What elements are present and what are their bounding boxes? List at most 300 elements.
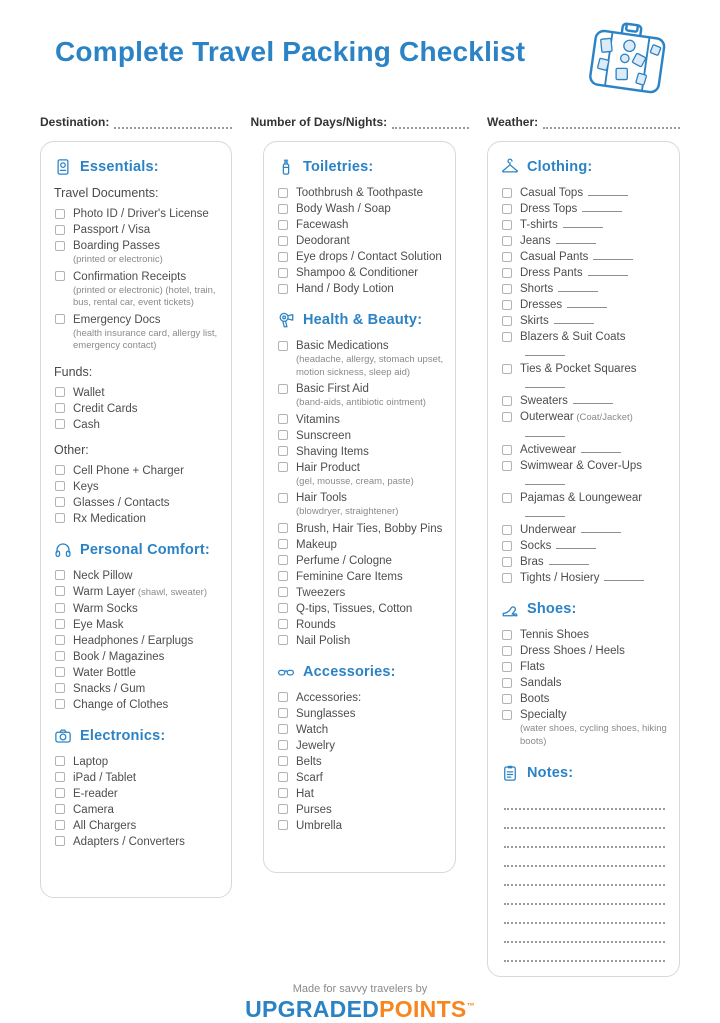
checkbox[interactable] bbox=[278, 188, 288, 198]
checklist-item bbox=[501, 458, 668, 490]
checklist-item bbox=[54, 269, 220, 312]
checkbox[interactable] bbox=[502, 573, 512, 583]
item-label: Socks bbox=[520, 540, 552, 552]
checklist-item bbox=[54, 495, 220, 511]
checkbox[interactable] bbox=[502, 332, 512, 342]
clipboard-icon bbox=[501, 764, 519, 782]
item-note: (headache, allergy, stomach upset, motion sickness, sleep aid) bbox=[296, 354, 444, 378]
checklist-item bbox=[501, 329, 668, 361]
checkbox[interactable] bbox=[55, 225, 65, 235]
checklist-item bbox=[277, 281, 444, 297]
days-nights-field bbox=[251, 114, 469, 129]
checklist-item bbox=[501, 442, 668, 458]
section-header bbox=[277, 311, 444, 329]
item-label: Photo ID / Driver's License bbox=[73, 208, 209, 220]
quantity-blank[interactable] bbox=[556, 538, 596, 549]
checklist-item bbox=[54, 681, 220, 697]
item-note: (band-aids, antibiotic ointment) bbox=[296, 397, 426, 408]
checklist-item bbox=[54, 697, 220, 713]
item-label: Watch bbox=[296, 723, 329, 736]
checklist-item bbox=[277, 412, 444, 428]
item-label: Feminine Care Items bbox=[296, 570, 403, 583]
notes-line[interactable] bbox=[504, 829, 665, 848]
checkbox[interactable] bbox=[278, 555, 288, 565]
checkbox[interactable] bbox=[502, 662, 512, 672]
checkbox[interactable] bbox=[278, 708, 288, 718]
column-3 bbox=[487, 141, 680, 977]
checkbox[interactable] bbox=[55, 756, 65, 766]
section-header bbox=[501, 600, 668, 618]
checklist-item bbox=[54, 312, 220, 355]
notes-line[interactable] bbox=[504, 943, 665, 962]
checklist-item bbox=[277, 754, 444, 770]
passport-icon bbox=[54, 158, 72, 176]
checklist-item bbox=[54, 568, 220, 584]
item-label: Sandals bbox=[520, 677, 562, 689]
hanger-icon bbox=[501, 158, 519, 176]
quantity-blank[interactable] bbox=[581, 442, 621, 453]
days-nights-input-line[interactable] bbox=[392, 114, 468, 129]
item-label: Shampoo & Conditioner bbox=[296, 267, 419, 279]
checkbox[interactable] bbox=[502, 412, 512, 422]
checklist-item bbox=[277, 569, 444, 585]
destination-input-line[interactable] bbox=[114, 114, 232, 129]
item-label: Eye drops / Contact Solution bbox=[296, 251, 442, 263]
checklist-item bbox=[54, 649, 220, 665]
quantity-blank[interactable] bbox=[525, 474, 565, 485]
checklist-item bbox=[54, 479, 220, 495]
checkbox[interactable] bbox=[502, 188, 512, 198]
notes-line[interactable] bbox=[504, 886, 665, 905]
checkbox[interactable] bbox=[55, 804, 65, 814]
checkbox[interactable] bbox=[55, 603, 65, 613]
item-label: Eye Mask bbox=[73, 618, 124, 631]
checklist-item bbox=[277, 633, 444, 649]
item-label: Deodorant bbox=[296, 235, 350, 247]
item-label: Hair Tools bbox=[296, 492, 347, 504]
checkbox[interactable] bbox=[502, 204, 512, 214]
item-label: Ties & Pocket Squares bbox=[520, 363, 637, 375]
notes-line[interactable] bbox=[504, 867, 665, 886]
checkbox[interactable] bbox=[278, 462, 288, 472]
checkbox[interactable] bbox=[502, 710, 512, 720]
notes-line[interactable] bbox=[504, 924, 665, 943]
checkbox[interactable] bbox=[55, 570, 65, 580]
checkbox[interactable] bbox=[278, 772, 288, 782]
item-label: Dress Pants bbox=[520, 267, 583, 279]
checkbox[interactable] bbox=[55, 497, 65, 507]
item-label: E-reader bbox=[73, 787, 118, 800]
checkbox[interactable] bbox=[278, 446, 288, 456]
item-label: Shaving Items bbox=[296, 445, 369, 458]
item-label: Cash bbox=[73, 418, 100, 431]
checkbox[interactable] bbox=[502, 300, 512, 310]
item-label: Laptop bbox=[73, 755, 109, 768]
quantity-blank[interactable] bbox=[581, 522, 621, 533]
checklist-item bbox=[501, 409, 668, 442]
item-note: (health insurance card, allergy list, emergency contact) bbox=[73, 327, 218, 351]
item-label: Hat bbox=[296, 787, 314, 800]
quantity-blank[interactable] bbox=[556, 233, 596, 244]
item-label: Vitamins bbox=[296, 413, 340, 426]
checkbox[interactable] bbox=[278, 220, 288, 230]
quantity-blank[interactable] bbox=[558, 281, 598, 292]
checklist-item bbox=[501, 233, 668, 249]
checkbox[interactable] bbox=[55, 820, 65, 830]
item-label: Snacks / Gum bbox=[73, 682, 146, 695]
checklist-item bbox=[501, 393, 668, 409]
checklist-item bbox=[277, 802, 444, 818]
checkbox[interactable] bbox=[55, 667, 65, 677]
item-label: Confirmation Receipts bbox=[73, 270, 187, 283]
item-note: (Coat/Jacket) bbox=[573, 412, 633, 423]
section-header bbox=[54, 541, 220, 559]
checklist-item bbox=[501, 249, 668, 265]
quantity-blank[interactable] bbox=[525, 345, 565, 356]
checkbox[interactable] bbox=[278, 384, 288, 394]
destination-field bbox=[40, 114, 232, 129]
checkbox[interactable] bbox=[278, 571, 288, 581]
brand-upgraded: UPGRADED bbox=[245, 996, 380, 1022]
checklist-item bbox=[277, 738, 444, 754]
checklist-item bbox=[54, 802, 220, 818]
checklist-item bbox=[501, 707, 668, 750]
checklist-item bbox=[501, 522, 668, 538]
group-title: Travel Documents: bbox=[54, 186, 159, 200]
checkbox[interactable] bbox=[55, 836, 65, 846]
days-nights-label: Number of Days/Nights: bbox=[250, 115, 388, 129]
checkbox[interactable] bbox=[502, 364, 512, 374]
section-title: Electronics: bbox=[80, 727, 166, 744]
checkbox[interactable] bbox=[278, 619, 288, 629]
checkbox[interactable] bbox=[502, 445, 512, 455]
suitcase-icon bbox=[578, 14, 678, 98]
checkbox[interactable] bbox=[55, 699, 65, 709]
checklist-item bbox=[501, 691, 668, 707]
item-label: Pajamas & Loungewear bbox=[520, 492, 643, 504]
item-label: Q-tips, Tissues, Cotton bbox=[296, 602, 413, 615]
bottle-icon bbox=[277, 158, 295, 176]
footer-tagline: Made for savvy travelers by bbox=[292, 983, 428, 995]
checkbox[interactable] bbox=[502, 252, 512, 262]
checklist-item bbox=[277, 786, 444, 802]
checklist-item bbox=[277, 818, 444, 834]
headphones-icon bbox=[54, 541, 72, 559]
quantity-blank[interactable] bbox=[554, 313, 594, 324]
section-toiletries bbox=[277, 158, 444, 297]
checkbox[interactable] bbox=[55, 481, 65, 491]
checkbox[interactable] bbox=[55, 465, 65, 475]
checkbox[interactable] bbox=[55, 619, 65, 629]
checkbox[interactable] bbox=[502, 694, 512, 704]
checkbox[interactable] bbox=[278, 539, 288, 549]
checklist-item bbox=[277, 428, 444, 444]
quantity-blank[interactable] bbox=[525, 377, 565, 388]
checkbox[interactable] bbox=[502, 630, 512, 640]
checkbox[interactable] bbox=[278, 820, 288, 830]
checklist-item bbox=[277, 233, 444, 249]
checklist-item bbox=[277, 690, 444, 706]
item-label: Warm Layer bbox=[73, 585, 136, 598]
item-label: Book / Magazines bbox=[73, 650, 165, 663]
checklist-item bbox=[277, 338, 444, 381]
item-label: Flats bbox=[520, 661, 545, 673]
checklist-item bbox=[277, 444, 444, 460]
item-label: Keys bbox=[73, 480, 99, 493]
checklist-item bbox=[501, 313, 668, 329]
checkbox[interactable] bbox=[55, 209, 65, 219]
item-label: Hair Product bbox=[296, 461, 360, 474]
quantity-blank[interactable] bbox=[567, 297, 607, 308]
checklist-item bbox=[277, 617, 444, 633]
brand-logo bbox=[0, 996, 720, 1023]
quantity-blank[interactable] bbox=[582, 201, 622, 212]
checklist-item bbox=[277, 706, 444, 722]
section-electronics bbox=[54, 727, 220, 850]
weather-label: Weather: bbox=[487, 115, 539, 129]
section-notes bbox=[501, 764, 668, 962]
quantity-blank[interactable] bbox=[525, 506, 565, 517]
checklist-item bbox=[54, 601, 220, 617]
checkbox[interactable] bbox=[55, 241, 65, 251]
checkbox[interactable] bbox=[278, 414, 288, 424]
checkbox[interactable] bbox=[55, 403, 65, 413]
checkbox[interactable] bbox=[278, 804, 288, 814]
checklist-item bbox=[501, 554, 668, 570]
checkbox[interactable] bbox=[502, 220, 512, 230]
checklist-item bbox=[54, 617, 220, 633]
item-label: All Chargers bbox=[73, 819, 137, 832]
item-note: (printed or electronic) (hotel, train, bus, rental car, event tickets) bbox=[73, 284, 216, 308]
checklist-columns bbox=[0, 141, 720, 977]
item-label: Scarf bbox=[296, 771, 323, 784]
quantity-blank[interactable] bbox=[573, 393, 613, 404]
checklist-item bbox=[501, 265, 668, 281]
item-label: Basic Medications bbox=[296, 340, 389, 352]
checklist-item bbox=[277, 553, 444, 569]
quantity-blank[interactable] bbox=[525, 426, 565, 437]
checklist-item bbox=[501, 490, 668, 522]
checkbox[interactable] bbox=[55, 651, 65, 661]
checkbox[interactable] bbox=[278, 740, 288, 750]
checklist-item bbox=[277, 249, 444, 265]
item-label: T-shirts bbox=[520, 219, 558, 231]
section-health-beauty bbox=[277, 311, 444, 649]
checklist-item bbox=[277, 722, 444, 738]
checkbox[interactable] bbox=[278, 692, 288, 702]
item-label: Perfume / Cologne bbox=[296, 554, 392, 567]
item-label: Hand / Body Lotion bbox=[296, 283, 394, 295]
quantity-blank[interactable] bbox=[593, 249, 633, 260]
checklist-item bbox=[54, 754, 220, 770]
item-label: Boots bbox=[520, 693, 550, 705]
item-label: Blazers & Suit Coats bbox=[520, 331, 626, 343]
item-label: Credit Cards bbox=[73, 402, 138, 415]
item-note: (water shoes, cycling shoes, hiking boots) bbox=[520, 723, 667, 747]
checkbox[interactable] bbox=[55, 271, 65, 281]
item-label: Passport / Visa bbox=[73, 224, 151, 236]
item-label: Change of Clothes bbox=[73, 698, 169, 711]
checklist-item bbox=[501, 201, 668, 217]
checklist-item bbox=[501, 659, 668, 675]
checklist-item bbox=[277, 585, 444, 601]
item-label: Belts bbox=[296, 755, 322, 768]
checkbox[interactable] bbox=[55, 772, 65, 782]
checklist-item bbox=[277, 217, 444, 233]
item-label: Sunglasses bbox=[296, 707, 356, 720]
checkbox[interactable] bbox=[502, 525, 512, 535]
quantity-blank[interactable] bbox=[588, 185, 628, 196]
item-label: Skirts bbox=[520, 315, 549, 327]
checkbox[interactable] bbox=[278, 788, 288, 798]
section-title: Clothing: bbox=[527, 159, 593, 175]
item-label: Rounds bbox=[296, 618, 336, 631]
checkbox[interactable] bbox=[502, 678, 512, 688]
notes-line[interactable] bbox=[504, 848, 665, 867]
notes-line[interactable] bbox=[504, 791, 665, 810]
header bbox=[0, 0, 720, 98]
checkbox[interactable] bbox=[55, 635, 65, 645]
checkbox[interactable] bbox=[278, 430, 288, 440]
checklist-item bbox=[54, 463, 220, 479]
checkbox[interactable] bbox=[502, 646, 512, 656]
checkbox[interactable] bbox=[55, 513, 65, 523]
checkbox[interactable] bbox=[278, 341, 288, 351]
item-label: Brush, Hair Ties, Bobby Pins bbox=[296, 522, 443, 535]
checklist-item bbox=[54, 834, 220, 850]
checkbox[interactable] bbox=[278, 236, 288, 246]
checklist-item bbox=[501, 185, 668, 201]
checkbox[interactable] bbox=[502, 316, 512, 326]
item-label: Glasses / Contacts bbox=[73, 496, 170, 509]
quantity-blank[interactable] bbox=[563, 217, 603, 228]
checklist-item bbox=[277, 265, 444, 281]
checklist-item bbox=[277, 185, 444, 201]
section-title: Accessories: bbox=[303, 663, 396, 680]
checkbox[interactable] bbox=[502, 236, 512, 246]
item-label: Dress Tops bbox=[520, 203, 578, 215]
checkbox[interactable] bbox=[278, 523, 288, 533]
sunglasses-icon bbox=[277, 663, 295, 681]
item-label: Headphones / Earplugs bbox=[73, 634, 194, 647]
notes-line[interactable] bbox=[504, 905, 665, 924]
brand-points: POINTS bbox=[379, 996, 467, 1022]
checkbox[interactable] bbox=[502, 557, 512, 567]
quantity-blank[interactable] bbox=[604, 570, 644, 581]
section-essentials bbox=[54, 158, 220, 527]
item-label: Activewear bbox=[520, 444, 577, 456]
checkbox[interactable] bbox=[278, 493, 288, 503]
checkbox[interactable] bbox=[502, 541, 512, 551]
trip-fields bbox=[0, 114, 720, 129]
checkbox[interactable] bbox=[502, 396, 512, 406]
checkbox[interactable] bbox=[502, 284, 512, 294]
item-label: Dress Shoes / Heels bbox=[520, 645, 625, 657]
item-label: Toothbrush & Toothpaste bbox=[296, 187, 424, 199]
checkbox[interactable] bbox=[55, 419, 65, 429]
checklist-item bbox=[277, 601, 444, 617]
checklist-item bbox=[501, 217, 668, 233]
section-title: Toiletries: bbox=[303, 159, 374, 175]
column-2 bbox=[263, 141, 456, 873]
checkbox[interactable] bbox=[55, 387, 65, 397]
item-label: Wallet bbox=[73, 386, 105, 399]
item-label: iPad / Tablet bbox=[73, 771, 137, 784]
checklist-item bbox=[277, 770, 444, 786]
section-title: Personal Comfort: bbox=[80, 541, 210, 558]
item-note: (gel, mousse, cream, paste) bbox=[296, 475, 414, 487]
checkbox[interactable] bbox=[278, 204, 288, 214]
hairdryer-icon bbox=[277, 311, 295, 329]
item-label: Dresses bbox=[520, 299, 563, 311]
notes-line[interactable] bbox=[504, 810, 665, 829]
item-label: Tweezers bbox=[296, 586, 346, 599]
item-label: Sunscreen bbox=[296, 429, 351, 442]
section-header bbox=[277, 663, 444, 681]
checklist-item bbox=[501, 570, 668, 586]
high-heel-icon bbox=[501, 600, 519, 618]
checkbox[interactable] bbox=[278, 268, 288, 278]
section-clothing bbox=[501, 158, 668, 586]
checkbox[interactable] bbox=[502, 268, 512, 278]
checkbox[interactable] bbox=[278, 756, 288, 766]
checklist-item bbox=[54, 665, 220, 681]
checklist-item bbox=[54, 786, 220, 802]
notes-area bbox=[501, 791, 668, 962]
checkbox[interactable] bbox=[55, 586, 65, 596]
checkbox[interactable] bbox=[55, 683, 65, 693]
checkbox[interactable] bbox=[278, 252, 288, 262]
item-label: Makeup bbox=[296, 538, 337, 551]
checkbox[interactable] bbox=[278, 603, 288, 613]
weather-input-line[interactable] bbox=[543, 114, 680, 129]
checklist-item bbox=[277, 521, 444, 537]
quantity-blank[interactable] bbox=[588, 265, 628, 276]
checklist-item bbox=[501, 281, 668, 297]
item-label: Facewash bbox=[296, 219, 349, 231]
item-label: Camera bbox=[73, 803, 114, 816]
checklist-item bbox=[54, 401, 220, 417]
checklist-item bbox=[501, 538, 668, 554]
section-shoes bbox=[501, 600, 668, 750]
checkbox[interactable] bbox=[278, 587, 288, 597]
checkbox[interactable] bbox=[55, 788, 65, 798]
section-header bbox=[501, 764, 668, 782]
item-label: Emergency Docs bbox=[73, 313, 161, 326]
checkbox[interactable] bbox=[55, 314, 65, 324]
section-title: Shoes: bbox=[527, 601, 577, 617]
item-label: Jewelry bbox=[296, 739, 335, 752]
item-label: Outerwear bbox=[520, 411, 574, 423]
checklist-item bbox=[277, 490, 444, 521]
checklist-item bbox=[501, 643, 668, 659]
checklist-item bbox=[501, 297, 668, 313]
checkbox[interactable] bbox=[502, 493, 512, 503]
checklist-item bbox=[54, 206, 220, 222]
checklist-item bbox=[277, 381, 444, 412]
checkbox[interactable] bbox=[278, 635, 288, 645]
item-label: Warm Socks bbox=[73, 602, 138, 615]
item-label: Body Wash / Soap bbox=[296, 203, 391, 215]
item-label: Neck Pillow bbox=[73, 569, 133, 582]
checkbox[interactable] bbox=[278, 284, 288, 294]
camera-icon bbox=[54, 727, 72, 745]
item-label: Specialty bbox=[520, 709, 567, 721]
quantity-blank[interactable] bbox=[549, 554, 589, 565]
checkbox[interactable] bbox=[278, 724, 288, 734]
section-title: Essentials: bbox=[80, 159, 159, 175]
checkbox[interactable] bbox=[502, 461, 512, 471]
